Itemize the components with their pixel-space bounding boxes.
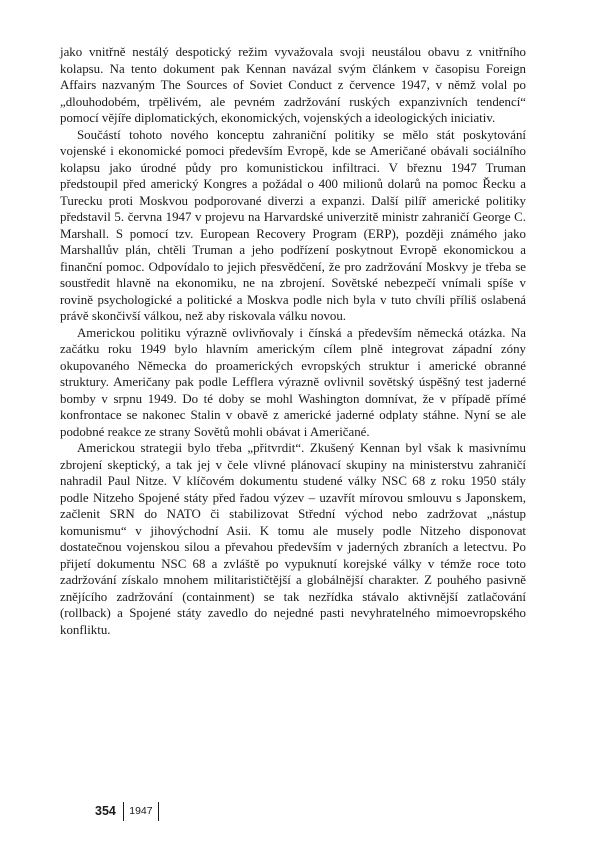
footer-divider xyxy=(123,802,124,821)
paragraph-2: Součástí tohoto nového konceptu zahraniční politiky se mělo stát poskytování vojenské i ekonomické pomoci především Evropě, kde se Američané obávali sociálního kolapsu jako úrodné půdy pro komunistickou infiltraci. V březnu 1947 Truman předstoupil před americký Kongres a požádal o 400 milionů dolarů na pomoc Řecku a Turecku proti Moskvou podporované diverzi a expanzi. Další pilíř americké politiky představil 5. června 1947 v projevu na Harvardské univerzitě ministr zahraničí George C. Marshall. S pomocí tzv. European Recovery Program (ERP), později známého jako Marshallův plán, chtěli Truman a jeho podřízení poskytnout Evropě ekonomickou a finanční pomoc. Odpovídalo to jejich přesvědčení, že pro zadržování Moskvy je třeba se soustředit hlavně na ekonomiku, ne na zbrojení. Sovětské nebezpečí vnímali spíše v rovině psychologické a politické a Moskva podle nich byla v tuto chvíli příliš oslabená právě skončivší válkou, než aby riskovala válku novou. xyxy=(60,127,526,323)
page-body xyxy=(60,44,526,638)
running-head: 1947 xyxy=(129,805,153,817)
page-footer xyxy=(95,800,159,822)
paragraph-3: Americkou politiku výrazně ovlivňovaly i čínská a především německá otázka. Na začátku roku 1949 bylo hlavním americkým cílem plně integrovat západní zóny okupovaného Německa do proamerických evropských struktur i americké obranné struktury. Američany pak podle Lefflera výrazně ovlivnil sovětský úspěšný test jaderné bomby v srpnu 1949. Do té doby se mohl Washington domnívat, že v případě přímé konfrontace se nakonec Stalin v obavě z americké jaderné odplaty stáhne. Nyní se ale podobné reakce ze strany Sovětů mohli obávat i Američané. xyxy=(60,325,526,439)
page-number: 354 xyxy=(95,804,116,818)
paragraph-1: jako vnitřně nestálý despotický režim vyvažovala svoji neustálou obavu z vnitřního kolapsu. Na tento dokument pak Kennan navázal svým článkem v časopisu Foreign Affairs nazvaným The Sources of Soviet Conduct z července 1947, v němž volal po „dlouhodobém, trpělivém, ale pevném zadržování ruských expanzivních tendencí“ pomocí vějíře diplomatických, ekonomických, vojenských a ideologických iniciativ. xyxy=(60,45,526,125)
paragraph-4: Americkou strategii bylo třeba „přitvrdit“. Zkušený Kennan byl však k masivnímu zbrojení skeptický, a tak jej v čele vlivné plánovací skupiny na ministerstvu zahraničí nahradil Paul Nitze. V klíčovém dokumentu studené války NSC 68 z roku 1950 stály podle Nitzeho Spojené státy před řadou výzev – uzavřít mírovou smlouvu s Japonskem, začlenit SRN do NATO či stabilizovat Střední východ nebo zadržovat „nástup komunismu“ v jihovýchodní Asii. K tomu ale musely podle Nitzeho disponovat dostatečnou vojenskou silou a převahou především v jaderných zbraních a letectvu. Po přijetí dokumentu NSC 68 a zvláště po vypuknutí korejské války v témže roce toto zadržování získalo mnohem militarističtější a globálnější charakter. Z pouhého pasivně znějícího zadržování (containment) se tak nezřídka stávalo aktivnější zatlačování (rollback) a Spojené státy zavedlo do nejedné pasti nevyhratelného mimoevropského konfliktu. xyxy=(60,441,526,637)
footer-divider-end xyxy=(158,802,159,821)
